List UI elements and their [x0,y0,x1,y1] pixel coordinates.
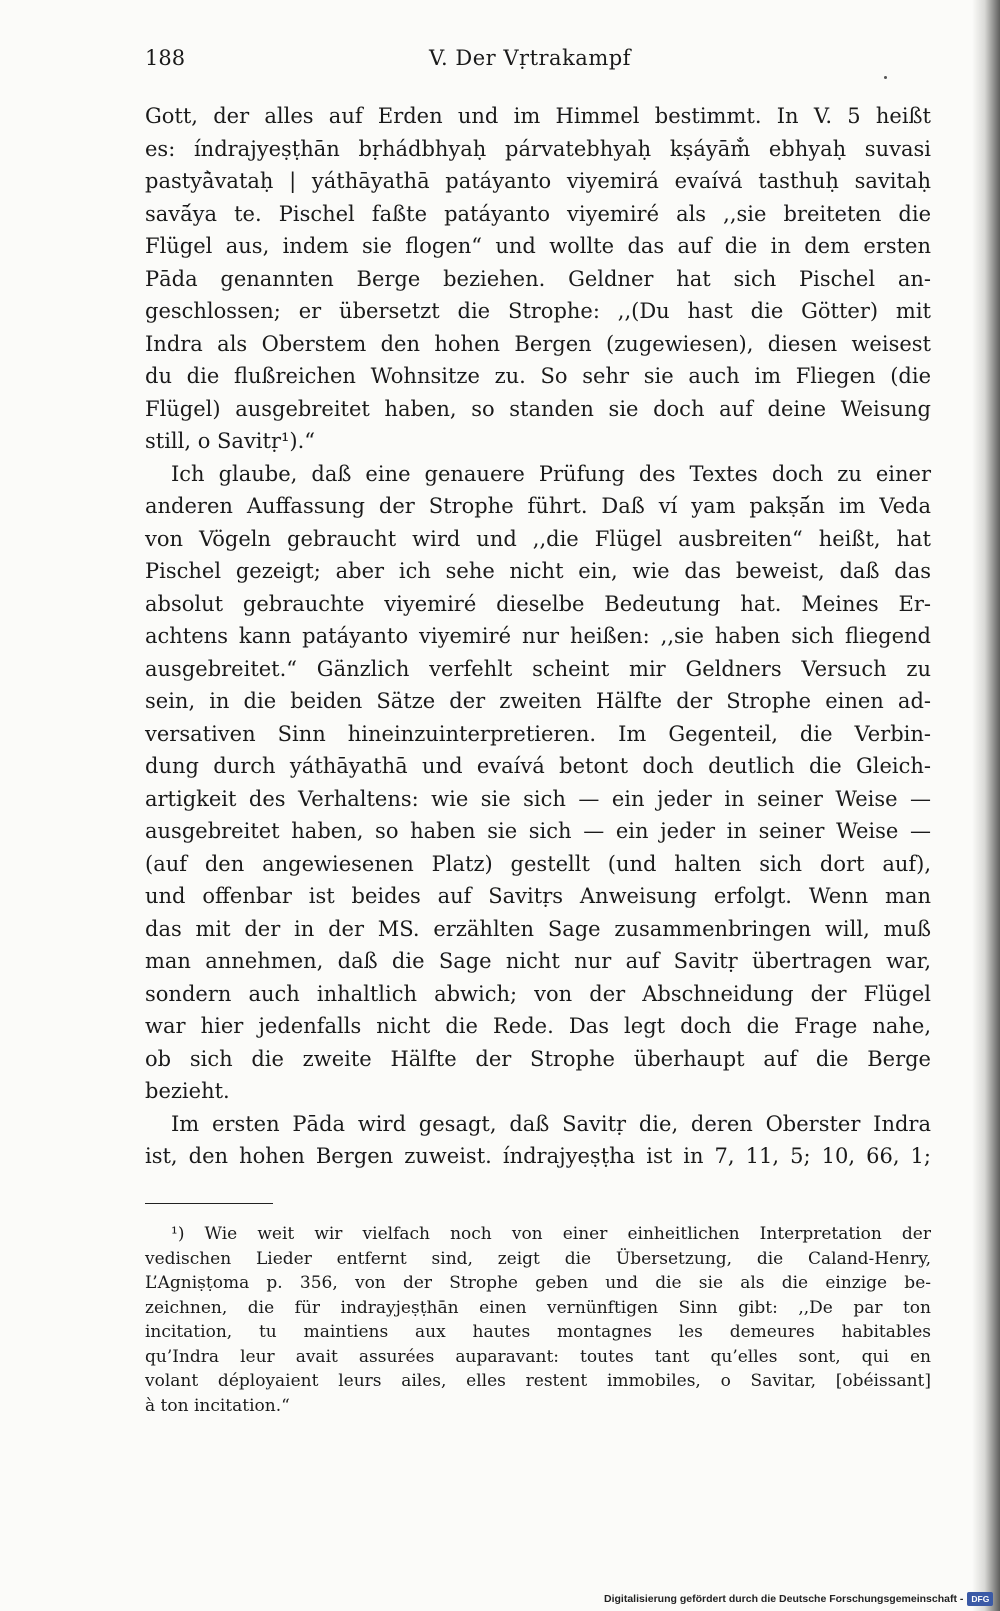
main-text [145,100,931,1173]
text-line: ob sich die zweite Hälfte der Strophe überhaupt auf die Berge [145,1046,931,1071]
text-line: achtens kann patáyanto viyemiré nur heißen: ,,sie haben sich fliegend [145,624,931,648]
text-line: Im ersten Pāda wird gesagt, daß Savitṛ die, deren Oberster Indra [171,1111,931,1136]
text-line: von Vögeln gebraucht wird und ,,die Flügel ausbreiten“ heißt, hat [145,526,931,551]
dfg-logo-icon: DFG [967,1592,993,1606]
page-number: 188 [145,46,186,70]
text-line: sein, in die beiden Sätze der zweiten Hälfte der Strophe einen ad- [145,689,931,713]
page-header [145,46,915,74]
text-line: Pāda genannten Berge beziehen. Geldner hat sich Pischel an- [145,266,931,291]
text-line: bezieht. [145,1079,230,1103]
dust-speck [884,76,887,79]
text-line: anderen Auffassung der Strophe führt. Daß ví yam pakṣā́n im Veda [145,494,931,518]
text-line: Ich glaube, daß eine genauere Prüfung des Textes doch zu einer [171,461,931,486]
footnote-line: vedischen Lieder entfernt sind, zeigt die Übersetzung, die Caland-Henry, [145,1248,931,1269]
text-line: Indra als Oberstem den hohen Bergen (zugewiesen), diesen weisest [145,331,931,356]
text-line: artigkeit des Verhaltens: wie sie sich — ein jeder in seiner Weise — [145,786,931,811]
text-line: versativen Sinn hineinzuinterpretieren. Im Gegenteil, die Verbin- [145,721,931,746]
text-line: es: índrajyeṣṭhān bṛhádbhyaḥ párvatebhyaḥ kṣáyām̐ ebhyaḥ suvasi [145,136,931,161]
footnote-line: qu’Indra leur avait assurées auparavant: toutes tant qu’elles sont, qui en [145,1346,931,1367]
text-line: ausgebreitet.“ Gänzlich verfehlt scheint mir Geldners Versuch zu [145,656,931,681]
text-line: ausgebreitet haben, so haben sie sich — ein jeder in seiner Weise — [145,819,931,843]
text-line: Flügel) ausgebreitet haben, so standen sie doch auf deine Weisung [145,396,931,421]
text-line: absolut gebrauchte viyemiré dieselbe Bedeutung hat. Meines Er- [145,591,931,616]
text-line: und offenbar ist beides auf Savitṛs Anweisung erfolgt. Wenn man [145,884,931,908]
text-line: geschlossen; er übersetzt die Strophe: ,,(Du hast die Götter) mit [145,299,931,323]
footnote-line: L’Agniṣṭoma p. 356, von der Strophe geben und die sie als die einzige be- [145,1273,931,1293]
text-line: man annehmen, daß die Sage nicht nur auf Savitṛ übertragen war, [145,949,931,973]
footnote-line: volant déployaient leurs ailes, elles restent immobiles, o Savitar, [obéissant] [145,1371,931,1391]
footnote-line: zeichnen, die für indrayjeṣṭhān einen vernünftigen Sinn gibt: ,,De par ton [145,1297,931,1318]
text-line: ist, den hohen Bergen zuweist. índrajyeṣṭha ist in 7, 11, 5; 10, 66, 1; [145,1144,931,1168]
footnote-line: ¹) Wie weit wir vielfach noch von einer einheitlichen Interpretation der [171,1224,931,1244]
page-edge-shadow [972,0,1000,1611]
footnote-line: incitation, tu maintiens aux hautes montagnes les demeures habitables [145,1322,931,1342]
text-line: Flügel aus, indem sie flogen“ und wollte das auf die in dem ersten [145,234,931,258]
text-line: Gott, der alles auf Erden und im Himmel bestimmt. In V. 5 heißt [145,104,931,128]
footnote [145,1222,931,1418]
text-line: das mit der in der MS. erzählten Sage zusammenbringen will, muß [145,916,931,941]
footnote-line: à ton incitation.“ [145,1395,290,1416]
credit-text: Digitalisierung gefördert durch die Deutsche Forschungsgemeinschaft - [604,1593,964,1605]
text-line: du die flußreichen Wohnsitze zu. So sehr sie auch im Fliegen (die [145,364,931,388]
text-line: (auf den angewiesenen Platz) gestellt (und halten sich dort auf), [145,851,931,876]
text-line: savā́ya te. Pischel faßte patáyanto viyemiré als ,,sie breiteten die [145,201,931,226]
text-line: dung durch yáthāyathā und evaívá betont doch deutlich die Gleich- [145,754,931,778]
text-line: war hier jedenfalls nicht die Rede. Das legt doch die Frage nahe, [145,1014,931,1038]
text-line: pastyā̀vataḥ | yáthāyathā patáyanto viyemirá evaívá tasthuḥ savitaḥ [145,169,931,193]
text-line: still, o Savitṛ¹).“ [145,429,316,453]
footnote-rule [145,1203,273,1204]
digitization-credit [604,1590,993,1608]
text-line: sondern auch inhaltlich abwich; von der Abschneidung der Flügel [145,981,931,1006]
text-line: Pischel gezeigt; aber ich sehe nicht ein, wie das beweist, daß das [145,559,931,583]
running-head: V. Der Vṛtrakampf [429,46,631,70]
